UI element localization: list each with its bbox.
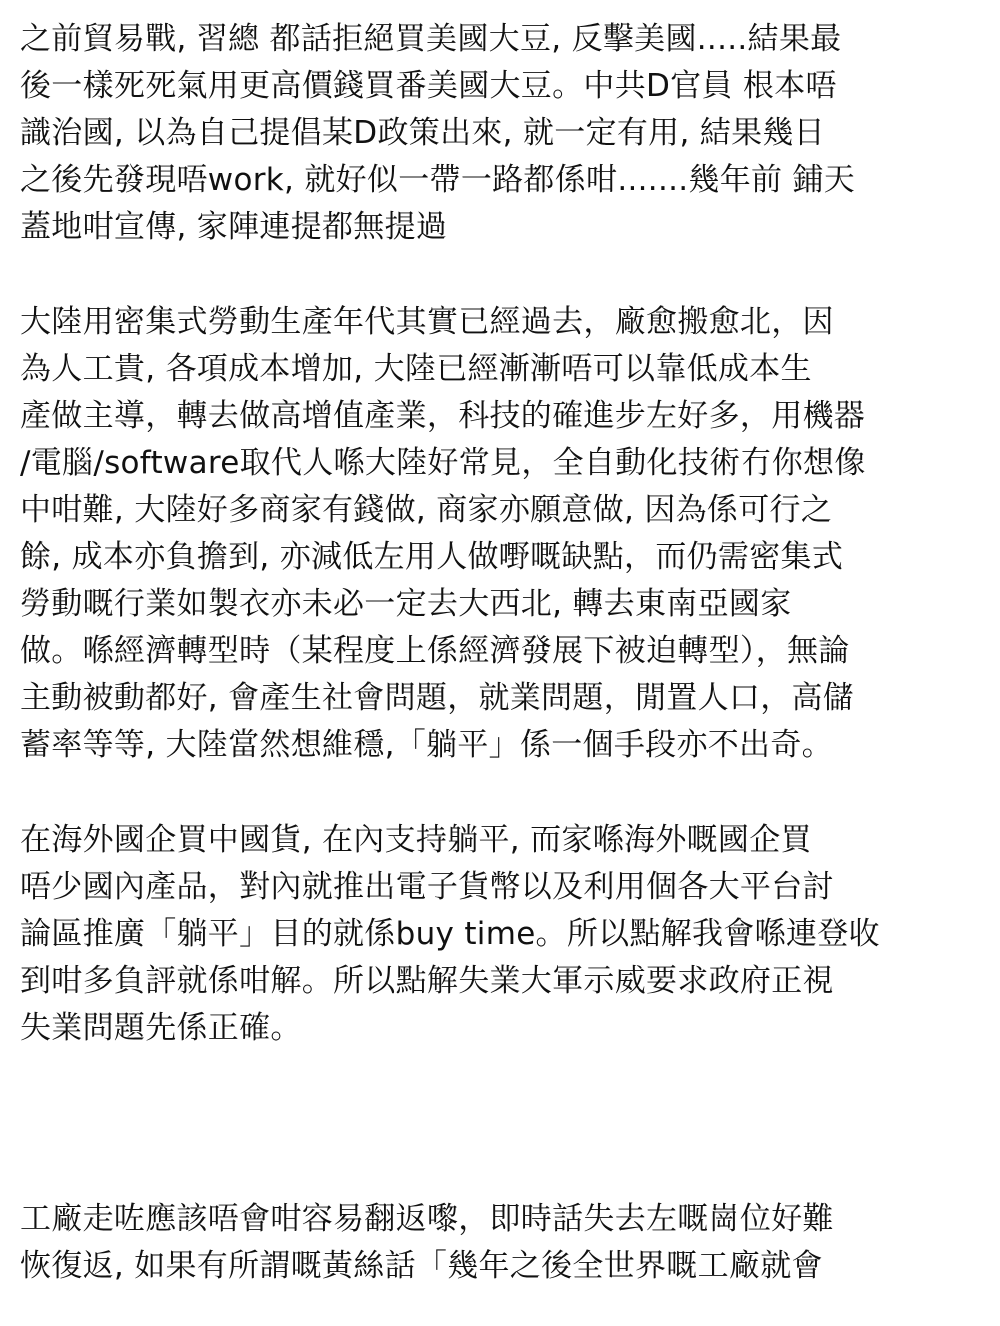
text-line: 做。喺經濟轉型時（某程度上係經濟發展下被迫轉型），無論 [20,633,850,669]
text-line: 為人工貴, 各項成本增加, 大陸已經漸漸唔可以靠低成本生 [20,351,812,387]
text-line: 論區推廣「躺平」目的就係buy time。所以點解我會喺連登收 [20,916,880,952]
text-line: /電腦/software取代人喺大陸好常見，全自動化技術冇你想像 [20,445,866,481]
paragraph-spacer [20,1052,995,1196]
text-line: 之後先發現唔work, 就好似一帶一路都係咁.......幾年前 鋪天 [20,162,856,198]
text-line: 蓄率等等, 大陸當然想維穩,「躺平」係一個手段亦不出奇。 [20,727,833,763]
post-body [20,16,995,1290]
text-line: 恢復返, 如果有所謂嘅黃絲話「幾年之後全世界嘅工廠就會 [20,1248,823,1284]
text-line: 之前貿易戰, 習總 都話拒絕買美國大豆, 反擊美國.....結果最 [20,21,842,57]
text-line: 到咁多負評就係咁解。所以點解失業大軍示威要求政府正視 [20,963,834,999]
text-line: 識治國, 以為自己提倡某D政策出來, 就一定有用, 結果幾日 [20,115,825,151]
paragraph-factories [20,1196,995,1290]
paragraph-economic-transition [20,299,995,769]
text-line: 大陸用密集式勞動生產年代其實已經過去，廠愈搬愈北，因 [20,304,834,340]
paragraph-spacer [20,251,995,299]
paragraph-state-enterprise [20,817,995,1052]
paragraph-spacer [20,769,995,817]
text-line: 餘, 成本亦負擔到, 亦減低左用人做嘢嘅缺點，而仍需密集式 [20,539,844,575]
text-line: 在海外國企買中國貨, 在內支持躺平, 而家喺海外嘅國企買 [20,822,812,858]
text-line: 失業問題先係正確。 [20,1010,302,1046]
text-line: 後一樣死死氣用更高價錢買番美國大豆。中共D官員 根本唔 [20,68,837,104]
text-line: 中咁難, 大陸好多商家有錢做, 商家亦願意做, 因為係可行之 [20,492,833,528]
text-line: 產做主導，轉去做高增值產業，科技的確進步左好多，用機器 [20,398,866,434]
text-line: 勞動嘅行業如製衣亦未必一定去大西北, 轉去東南亞國家 [20,586,792,622]
paragraph-trade-war [20,16,995,251]
text-line: 蓋地咁宣傳, 家陣連提都無提過 [20,209,448,245]
text-line: 工廠走咗應該唔會咁容易翻返嚟，即時話失去左嘅崗位好難 [20,1201,834,1237]
text-line: 唔少國內產品，對內就推出電子貨幣以及利用個各大平台討 [20,869,834,905]
text-line: 主動被動都好, 會產生社會問題，就業問題，閒置人口，高儲 [20,680,855,716]
